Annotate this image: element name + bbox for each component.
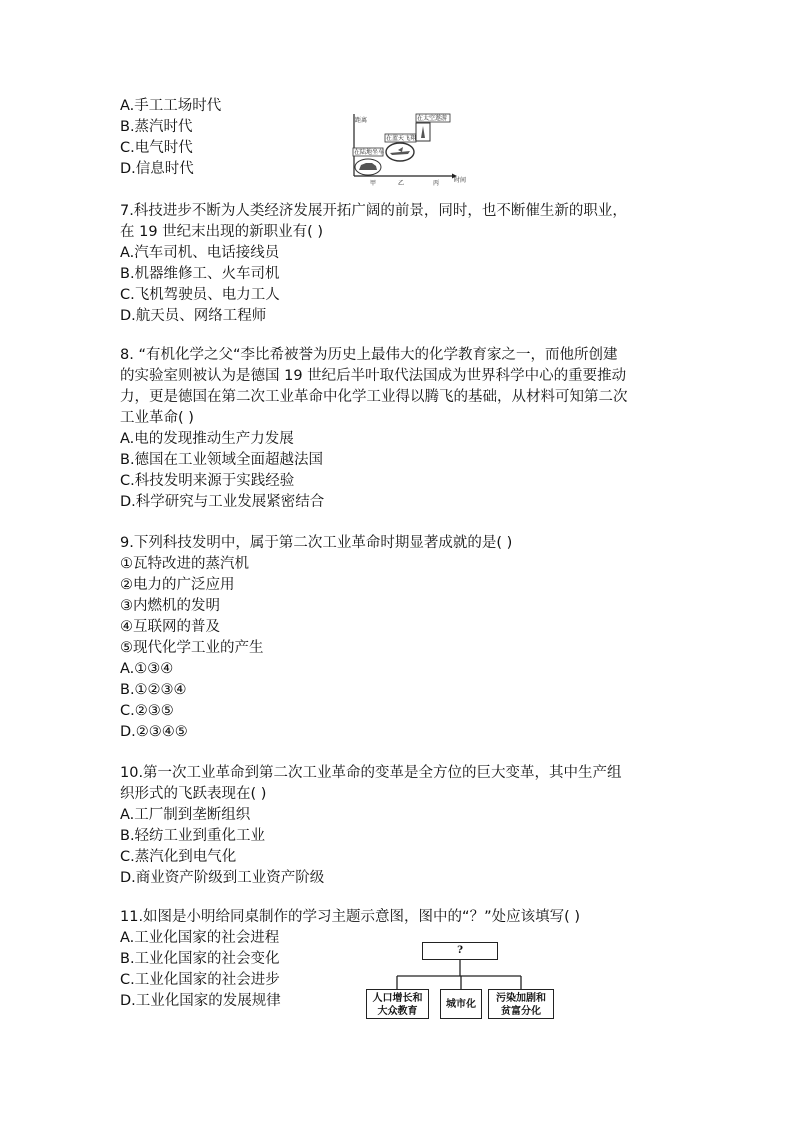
q7-stem-line-2: 在 19 世纪末出现的新职业有( ) [120,224,324,240]
question-8 [120,345,690,513]
diagram-top-box [422,942,498,960]
q11-option-d: D.工业化国家的发展规律 [120,993,281,1009]
q9-item-2: ②电力的广泛应用 [120,577,235,593]
x-tick-2: 乙 [398,180,405,186]
q10-stem-line-2: 织形式的飞跃表现在( ) [120,786,267,802]
q11-option-a: A.工业化国家的社会进程 [120,930,280,946]
question-9 [120,533,690,743]
caption-plane: 在蓝天飞翔 [386,135,417,142]
q9-option-a: A.①③④ [120,661,174,677]
x-axis-label: 时间 [454,177,467,184]
q11-option-c: C.工业化国家的社会进步 [120,972,280,988]
q8-stem-line-4: 工业革命( ) [120,410,194,426]
child-3-line-2: 贫富分化 [501,1006,541,1017]
q7-stem-line-1: 7.科技进步不断为人类经济发展开拓广阔的前景，同时，也不断催生新的职业， [120,203,627,219]
child-2-line-1: 城市化 [446,999,476,1010]
y-axis-label: 距离 [355,117,368,124]
q10-option-a: A.工厂制到垄断组织 [120,807,251,823]
q7-option-d: D.航天员、网络工程师 [120,308,267,324]
diagram-child-1 [366,989,429,1019]
x-tick-1: 甲 [370,180,377,186]
q9-stem: 9.下列科技发明中，属于第二次工业革命时期显著成就的是( ) [120,535,513,551]
q8-stem-line-2: 的实验室则被认为是德国 19 世纪后半叶取代法国成为世界科学中心的重要推动 [120,368,627,384]
q6-option-c: C.电气时代 [120,140,193,156]
diagram-child-2 [440,989,482,1019]
q9-item-1: ①瓦特改进的蒸汽机 [120,556,249,572]
question-7 [120,201,690,327]
q6-option-a: A.手工工场时代 [120,98,222,114]
q8-option-c: C.科技发明来源于实践经验 [120,473,295,489]
q10-stem-line-1: 10.第一次工业革命到第二次工业革命的变革是全方位的巨大变革，其中生产组 [120,765,622,781]
question-10 [120,763,690,889]
q11-stem: 11.如图是小明给同桌制作的学习主题示意图，图中的“？”处应该填写( ) [120,909,581,925]
q10-option-d: D.商业资产阶级到工业资产阶级 [120,870,325,886]
q9-option-c: C.②③⑤ [120,703,174,719]
q10-option-c: C.蒸汽化到电气化 [120,849,237,865]
caption-car: 在陆地坐车 [354,149,385,156]
q7-option-a: A.汽车司机、电话接线员 [120,245,280,261]
q11-diagram [360,938,560,1023]
q8-option-d: D.科学研究与工业发展紧密结合 [120,494,325,510]
q6-option-d: D.信息时代 [120,161,194,177]
q7-option-c: C.飞机驾驶员、电力工人 [120,287,280,303]
q9-item-4: ④互联网的普及 [120,619,220,635]
diagram-child-3 [488,989,554,1019]
q11-option-b: B.工业化国家的社会变化 [120,951,280,967]
q8-stem-line-1: 8. “有机化学之父“李比希被誉为历史上最伟大的化学教育家之一，而他所创建 [120,347,618,363]
q9-option-d: D.②③④⑤ [120,724,188,740]
q8-option-b: B.德国在工业领域全面超越法国 [120,452,324,468]
q10-option-b: B.轻纺工业到重化工业 [120,828,266,844]
q9-item-3: ③内燃机的发明 [120,598,220,614]
diagram-top-label: ? [457,945,463,956]
q8-option-a: A.电的发现推动生产力发展 [120,431,294,447]
q9-option-b: B.①②③④ [120,682,187,698]
q6-option-b: B.蒸汽时代 [120,119,193,135]
caption-space: 在太空遨游 [417,115,448,122]
q9-item-5: ⑤现代化学工业的产生 [120,640,264,656]
q7-option-b: B.机器维修工、火车司机 [120,266,280,282]
q6-figure [348,110,473,186]
child-1-line-2: 大众教育 [377,1006,418,1017]
q8-stem-line-3: 力，更是德国在第二次工业革命中化学工业得以腾飞的基础，从材料可知第二次 [120,389,628,405]
child-1-line-1: 人口增长和 [372,993,423,1004]
child-3-line-1: 污染加剧和 [496,993,546,1004]
x-tick-3: 丙 [433,180,440,186]
